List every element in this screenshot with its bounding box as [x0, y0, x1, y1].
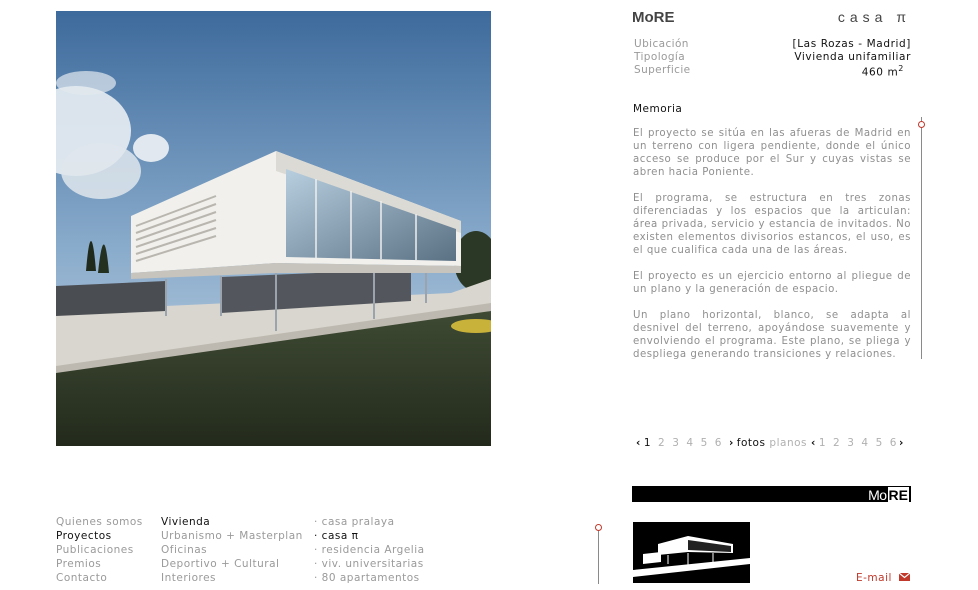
project-casa-pralaya[interactable]: · casa pralaya — [314, 516, 395, 528]
nav-proyectos[interactable]: Proyectos — [56, 530, 112, 542]
nav-scroll-handle[interactable] — [595, 524, 602, 531]
nav-publicaciones[interactable]: Publicaciones — [56, 544, 134, 556]
project-title: casa π — [837, 9, 911, 25]
main-nav — [56, 515, 143, 585]
memoria-paragraph: El programa, se estructura en tres zonas diferenciadas y los espacios que la articulan: área privada, servicio y estancia de invitados. No existen elementos divisorios estancos, el uso, es el que cualifica cada una de las áreas. — [633, 193, 911, 256]
project-casa-pi[interactable]: · casa π — [314, 530, 359, 542]
planos-page-3[interactable]: 3 — [847, 437, 855, 449]
project-thumbnail[interactable] — [633, 522, 750, 583]
bar-logo-re: RE — [888, 487, 908, 503]
fotos-prev-arrow[interactable]: ‹ — [636, 437, 641, 449]
memoria-paragraph: El proyecto es un ejercicio entorno al pliegue de un plano y la generación de espacio. — [633, 271, 911, 295]
planos-page-5[interactable]: 5 — [875, 437, 883, 449]
planos-tab[interactable]: planos — [769, 437, 807, 449]
project-viv-universitarias[interactable]: · viv. universitarias — [314, 558, 424, 570]
planos-page-1[interactable]: 1 — [818, 437, 827, 449]
project-nav — [314, 515, 425, 585]
mail-icon[interactable] — [899, 573, 910, 581]
category-vivienda[interactable]: Vivienda — [161, 516, 211, 528]
nav-premios[interactable]: Premios — [56, 558, 102, 570]
spec-label-superficie: Superficie — [634, 64, 691, 76]
memoria-paragraph: Un plano horizontal, blanco, se adapta al desnivel del terreno, apoyándose suavemente y envolviendo el programa. Este plano, se pliega y despliega generando transiciones y relaciones. — [633, 310, 911, 360]
text-scroll-track[interactable] — [921, 117, 922, 359]
project-photo — [56, 11, 491, 446]
spec-label-tipologia: Tipología — [634, 51, 686, 63]
nav-quienes-somos[interactable]: Quienes somos — [56, 516, 143, 528]
category-deportivo[interactable]: Deportivo + Cultural — [161, 558, 280, 570]
area-value: 460 m — [861, 66, 899, 79]
planos-page-6[interactable]: 6 — [889, 437, 897, 449]
fotos-page-4[interactable]: 4 — [686, 437, 694, 449]
category-urbanismo[interactable]: Urbanismo + Masterplan — [161, 530, 303, 542]
brand-bar — [632, 486, 911, 502]
category-oficinas[interactable]: Oficinas — [161, 544, 208, 556]
planos-page-4[interactable]: 4 — [861, 437, 869, 449]
fotos-page-5[interactable]: 5 — [700, 437, 708, 449]
project-residencia-argelia[interactable]: · residencia Argelia — [314, 544, 425, 556]
bar-logo[interactable] — [868, 485, 909, 503]
category-interiores[interactable]: Interiores — [161, 572, 217, 584]
gallery-pager — [636, 437, 907, 449]
fotos-page-1[interactable]: 1 — [643, 437, 652, 449]
fotos-page-3[interactable]: 3 — [672, 437, 680, 449]
brand-logo[interactable]: MoRE — [632, 9, 675, 26]
category-nav — [161, 515, 303, 585]
email-link[interactable]: E-mail — [856, 572, 892, 584]
spec-value-ubicacion: [Las Rozas - Madrid] — [792, 38, 911, 50]
fotos-tab[interactable]: fotos — [736, 437, 766, 449]
project-80-apartamentos[interactable]: · 80 apartamentos — [314, 572, 420, 584]
nav-contacto[interactable]: Contacto — [56, 572, 108, 584]
area-superscript: 2 — [898, 64, 904, 73]
nav-scroll-track[interactable] — [598, 526, 599, 584]
planos-next-arrow[interactable]: › — [898, 437, 904, 449]
planos-page-2[interactable]: 2 — [833, 437, 841, 449]
fotos-page-2[interactable]: 2 — [658, 437, 666, 449]
spec-value-superficie — [724, 64, 904, 79]
fotos-next-arrow[interactable]: › — [728, 437, 734, 449]
spec-label-ubicacion: Ubicación — [634, 38, 689, 50]
bar-logo-mo: Mo — [868, 487, 887, 503]
fotos-page-6[interactable]: 6 — [714, 437, 722, 449]
memoria-heading: Memoria — [633, 103, 683, 115]
planos-prev-arrow[interactable]: ‹ — [811, 437, 816, 449]
memoria-paragraph: El proyecto se sitúa en las afueras de Madrid en un terreno con ligera pendiente, donde el único acceso se produce por el Sur y cuyas vistas se abren hacia Poniente. — [633, 128, 911, 178]
text-scroll-handle[interactable] — [918, 121, 925, 128]
spec-value-tipologia: Vivienda unifamiliar — [794, 51, 911, 63]
